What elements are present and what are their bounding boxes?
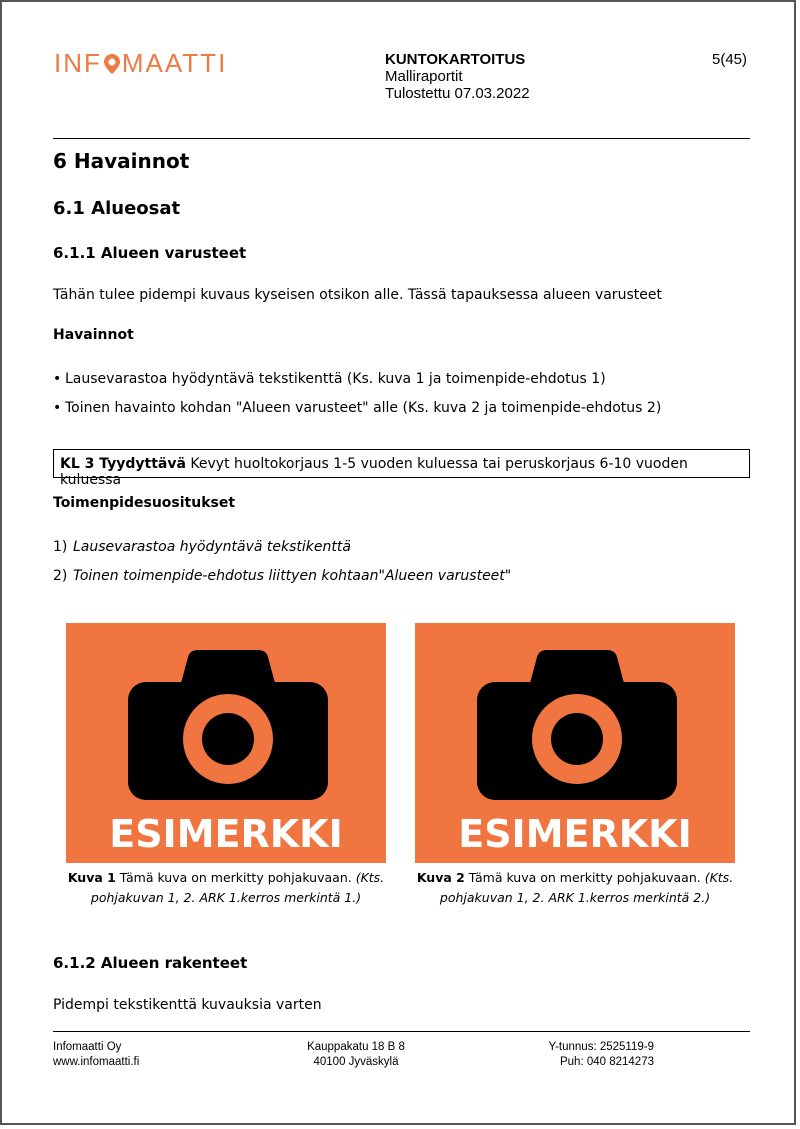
recommendation-text: Lausevarastoa hyödyntävä tekstikenttä — [73, 539, 351, 555]
list-item — [53, 400, 661, 416]
observation-text: Lausevarastoa hyödyntävä tekstikenttä (Ks. kuva 1 ja toimenpide-ehdotus 1) — [65, 371, 606, 387]
footer-divider — [53, 1031, 750, 1032]
photo-caption-2 — [415, 868, 735, 908]
caption-line — [66, 888, 386, 908]
photo-caption-1 — [66, 868, 386, 908]
printed-date: Tulostettu 07.03.2022 — [385, 85, 530, 102]
caption-note: pohjakuvan 1, 2. ARK 1.kerros merkintä 1.) — [90, 890, 362, 905]
caption-text: Tämä kuva on merkitty pohjakuvaan. — [115, 870, 356, 885]
subsection-heading: 6.1 Alueosat — [53, 198, 181, 219]
condition-class-box — [53, 449, 750, 488]
list-item — [53, 568, 511, 584]
company-website: www.infomaatti.fi — [53, 1056, 140, 1068]
subsubsection-heading-equipment: 6.1.1 Alueen varusteet — [53, 244, 247, 262]
observations-heading: Havainnot — [53, 327, 134, 343]
example-photo-2 — [415, 623, 735, 863]
camera-icon — [66, 623, 386, 863]
camera-icon — [415, 623, 735, 863]
intro-paragraph: Tähän tulee pidempi kuvaus kyseisen otsikon alle. Tässä tapauksessa alueen varusteet — [53, 287, 662, 303]
report-title: KUNTOKARTOITUS — [385, 51, 526, 68]
caption-line — [66, 868, 386, 888]
recommendation-text: Toinen toimenpide-ehdotus liittyen kohtaan"Alueen varusteet" — [73, 568, 512, 584]
report-header — [385, 51, 530, 102]
structures-paragraph: Pidempi tekstikenttä kuvauksia varten — [53, 997, 322, 1013]
caption-line — [415, 868, 735, 888]
footer-contact — [522, 1040, 654, 1070]
business-id: Y-tunnus: 2525119-9 — [548, 1041, 654, 1053]
infomaatti-logo — [54, 48, 227, 79]
example-overlay-text: ESIMERKKI — [458, 812, 692, 856]
caption-label: Kuva 1 — [67, 870, 116, 885]
city-address: 40100 Jyväskylä — [313, 1056, 399, 1068]
logo-text-left: INF — [54, 48, 102, 78]
bullet-icon: • — [53, 371, 62, 387]
caption-line — [415, 888, 735, 908]
caption-note: pohjakuvan 1, 2. ARK 1.kerros merkintä 2.) — [439, 890, 711, 905]
condition-label: KL 3 Tyydyttävä — [60, 456, 186, 472]
footer-address — [300, 1040, 412, 1070]
company-name: Infomaatti Oy — [53, 1041, 122, 1053]
street-address: Kauppakatu 18 B 8 — [307, 1041, 405, 1053]
footer-company — [53, 1040, 139, 1070]
list-item — [53, 539, 351, 555]
phone-number: Puh: 040 8214273 — [559, 1056, 654, 1068]
logo-text-right: MAATTI — [121, 48, 228, 78]
caption-note: (Kts. — [704, 870, 734, 885]
condition-text: Kevyt huoltokorjaus 1-5 vuoden kuluessa tai peruskorjaus 6-10 vuoden kuluessa — [60, 456, 688, 488]
subsubsection-heading-structures: 6.1.2 Alueen rakenteet — [53, 954, 248, 972]
recommendations-heading: Toimenpidesuositukset — [53, 495, 236, 511]
recommendation-number: 2) — [53, 568, 68, 584]
caption-label: Kuva 2 — [416, 870, 465, 885]
bullet-icon: • — [53, 400, 62, 416]
page-number: 5(45) — [712, 51, 748, 68]
recommendation-number: 1) — [53, 539, 68, 555]
example-photo-1 — [66, 623, 386, 863]
header-divider — [53, 138, 750, 139]
example-overlay-text: ESIMERKKI — [109, 812, 343, 856]
section-heading: 6 Havainnot — [53, 149, 190, 173]
report-subtitle: Malliraportit — [385, 68, 463, 85]
location-pin-icon — [103, 53, 121, 75]
observation-text: Toinen havainto kohdan "Alueen varusteet" alle (Ks. kuva 2 ja toimenpide-ehdotus 2) — [65, 400, 662, 416]
caption-text: Tämä kuva on merkitty pohjakuvaan. — [464, 870, 705, 885]
list-item — [53, 371, 606, 387]
caption-note: (Kts. — [355, 870, 385, 885]
